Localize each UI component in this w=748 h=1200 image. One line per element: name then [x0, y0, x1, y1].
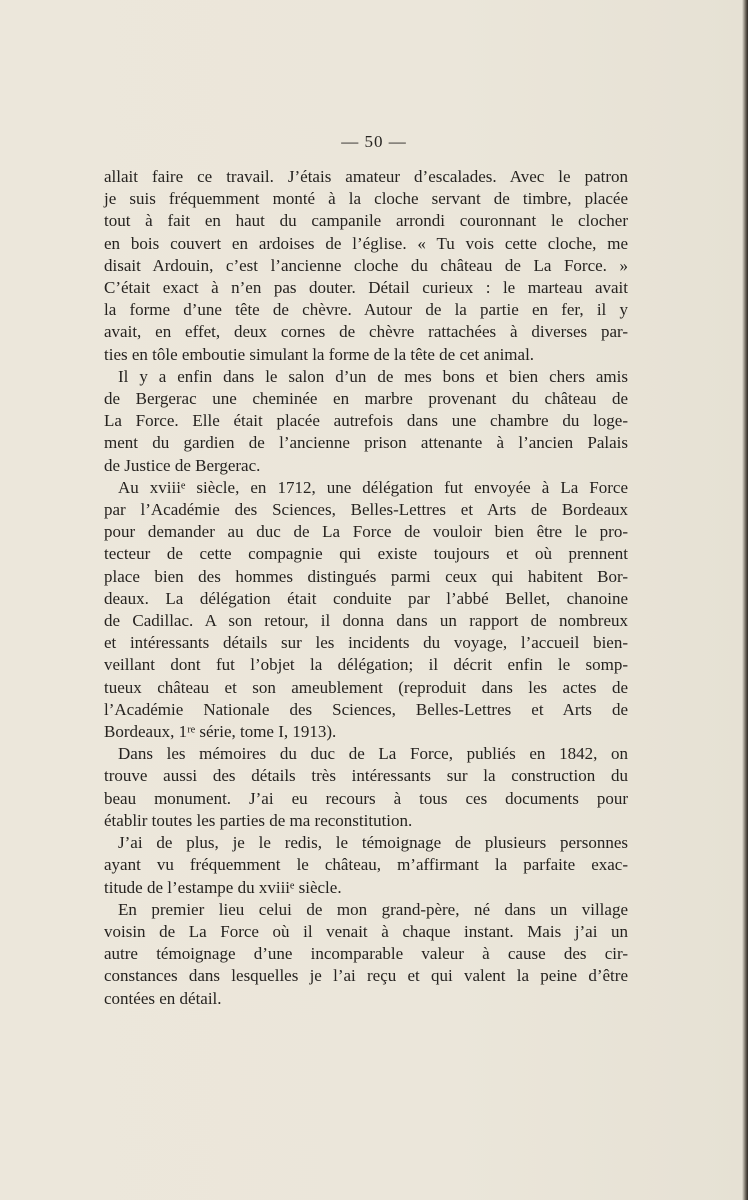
text-line: beau monument. J’ai eu recours à tous ces documents pour [104, 788, 628, 808]
text-line: de Cadillac. A son retour, il donna dans un rapport de nombreux [104, 611, 628, 631]
text-line: tout à fait en haut du campanile arrondi couronnant le clocher [104, 211, 628, 231]
text-line: de Bergerac une cheminée en marbre provenant du château de [104, 389, 628, 409]
text-line: deaux. La délégation était conduite par l’abbé Bellet, chanoine [104, 588, 628, 608]
text-line: et intéressants détails sur les incidents du voyage, l’accueil bien- [104, 633, 628, 653]
text-line: Il y a enfin dans le salon d’un de mes bons et bien chers amis [118, 366, 628, 386]
text-line: veillant dont fut l’objet la délégation; il décrit enfin le somp- [104, 655, 628, 675]
text-line: ayant vu fréquemment le château, m’affirmant la parfaite exac- [104, 855, 628, 875]
page-number: — 50 — [341, 132, 407, 151]
text-line: allait faire ce travail. J’étais amateur d’escalades. Avec le patron [104, 167, 628, 186]
text-line: tecteur de cette compagnie qui existe toujours et où prennent [104, 544, 628, 564]
text-line: En premier lieu celui de mon grand-père, né dans un village [118, 899, 628, 919]
text-line: pour demander au duc de La Force de vouloir bien être le pro- [104, 522, 628, 542]
paragraph-4 [104, 743, 628, 832]
text-line: Dans les mémoires du duc de La Force, publiés en 1842, on [118, 744, 628, 764]
text-line: de Justice de Bergerac. [104, 455, 261, 475]
text-line: avait, en effet, deux cornes de chèvre rattachées à diverses par- [104, 322, 628, 342]
text-line: disait Ardouin, c’est l’ancienne cloche du château de La Force. » [104, 255, 628, 275]
body-text [104, 166, 628, 1010]
paragraph-3 [104, 477, 628, 743]
text-line: constances dans lesquelles je l’ai reçu et qui valent la peine d’être [104, 966, 628, 986]
page-edge-shadow [742, 0, 748, 1200]
text-line: je suis fréquemment monté à la cloche servant de timbre, placée [104, 189, 628, 209]
text-line: par l’Académie des Sciences, Belles-Lettres et Arts de Bordeaux [104, 500, 628, 520]
text-line: tueux château et son ameublement (reproduit dans les actes de [104, 677, 628, 697]
text-line: l’Académie Nationale des Sciences, Belles-Lettres et Arts de [104, 699, 628, 719]
text-line: autre témoignage d’une incomparable valeur à cause des cir- [104, 944, 628, 964]
text-line: ment du gardien de l’ancienne prison attenante à l’ancien Palais [104, 433, 628, 453]
text-line: C’était exact à n’en pas douter. Détail curieux : le marteau avait [104, 278, 628, 298]
text-line: place bien des hommes distingués parmi ceux qui habitent Bor- [104, 566, 628, 586]
text-line: la forme d’une tête de chèvre. Autour de la partie en fer, il y [104, 300, 628, 320]
paragraph-2 [104, 366, 628, 477]
text-line: titude de l’estampe du xviiiᵉ siècle. [104, 877, 342, 897]
text-line: ties en tôle emboutie simulant la forme de la tête de cet animal. [104, 344, 535, 364]
text-line: établir toutes les parties de ma reconstitution. [104, 810, 413, 830]
text-line: contées en détail. [104, 988, 222, 1008]
text-line: La Force. Elle était placée autrefois dans une chambre du loge- [104, 411, 628, 431]
paragraph-1 [104, 166, 628, 366]
text-line: en bois couvert en ardoises de l’église. « Tu vois cette cloche, me [104, 233, 628, 253]
text-line: voisin de La Force où il venait à chaque instant. Mais j’ai un [104, 921, 628, 941]
text-line: Au xviiiᵉ siècle, en 1712, une délégation fut envoyée à La Force [118, 477, 628, 497]
text-line: Bordeaux, 1ʳᵉ série, tome I, 1913). [104, 722, 337, 742]
text-line: J’ai de plus, je le redis, le témoignage de plusieurs personnes [118, 833, 628, 853]
text-line: trouve aussi des détails très intéressants sur la construction du [104, 766, 628, 786]
paragraph-5 [104, 832, 628, 899]
paragraph-6 [104, 899, 628, 1010]
